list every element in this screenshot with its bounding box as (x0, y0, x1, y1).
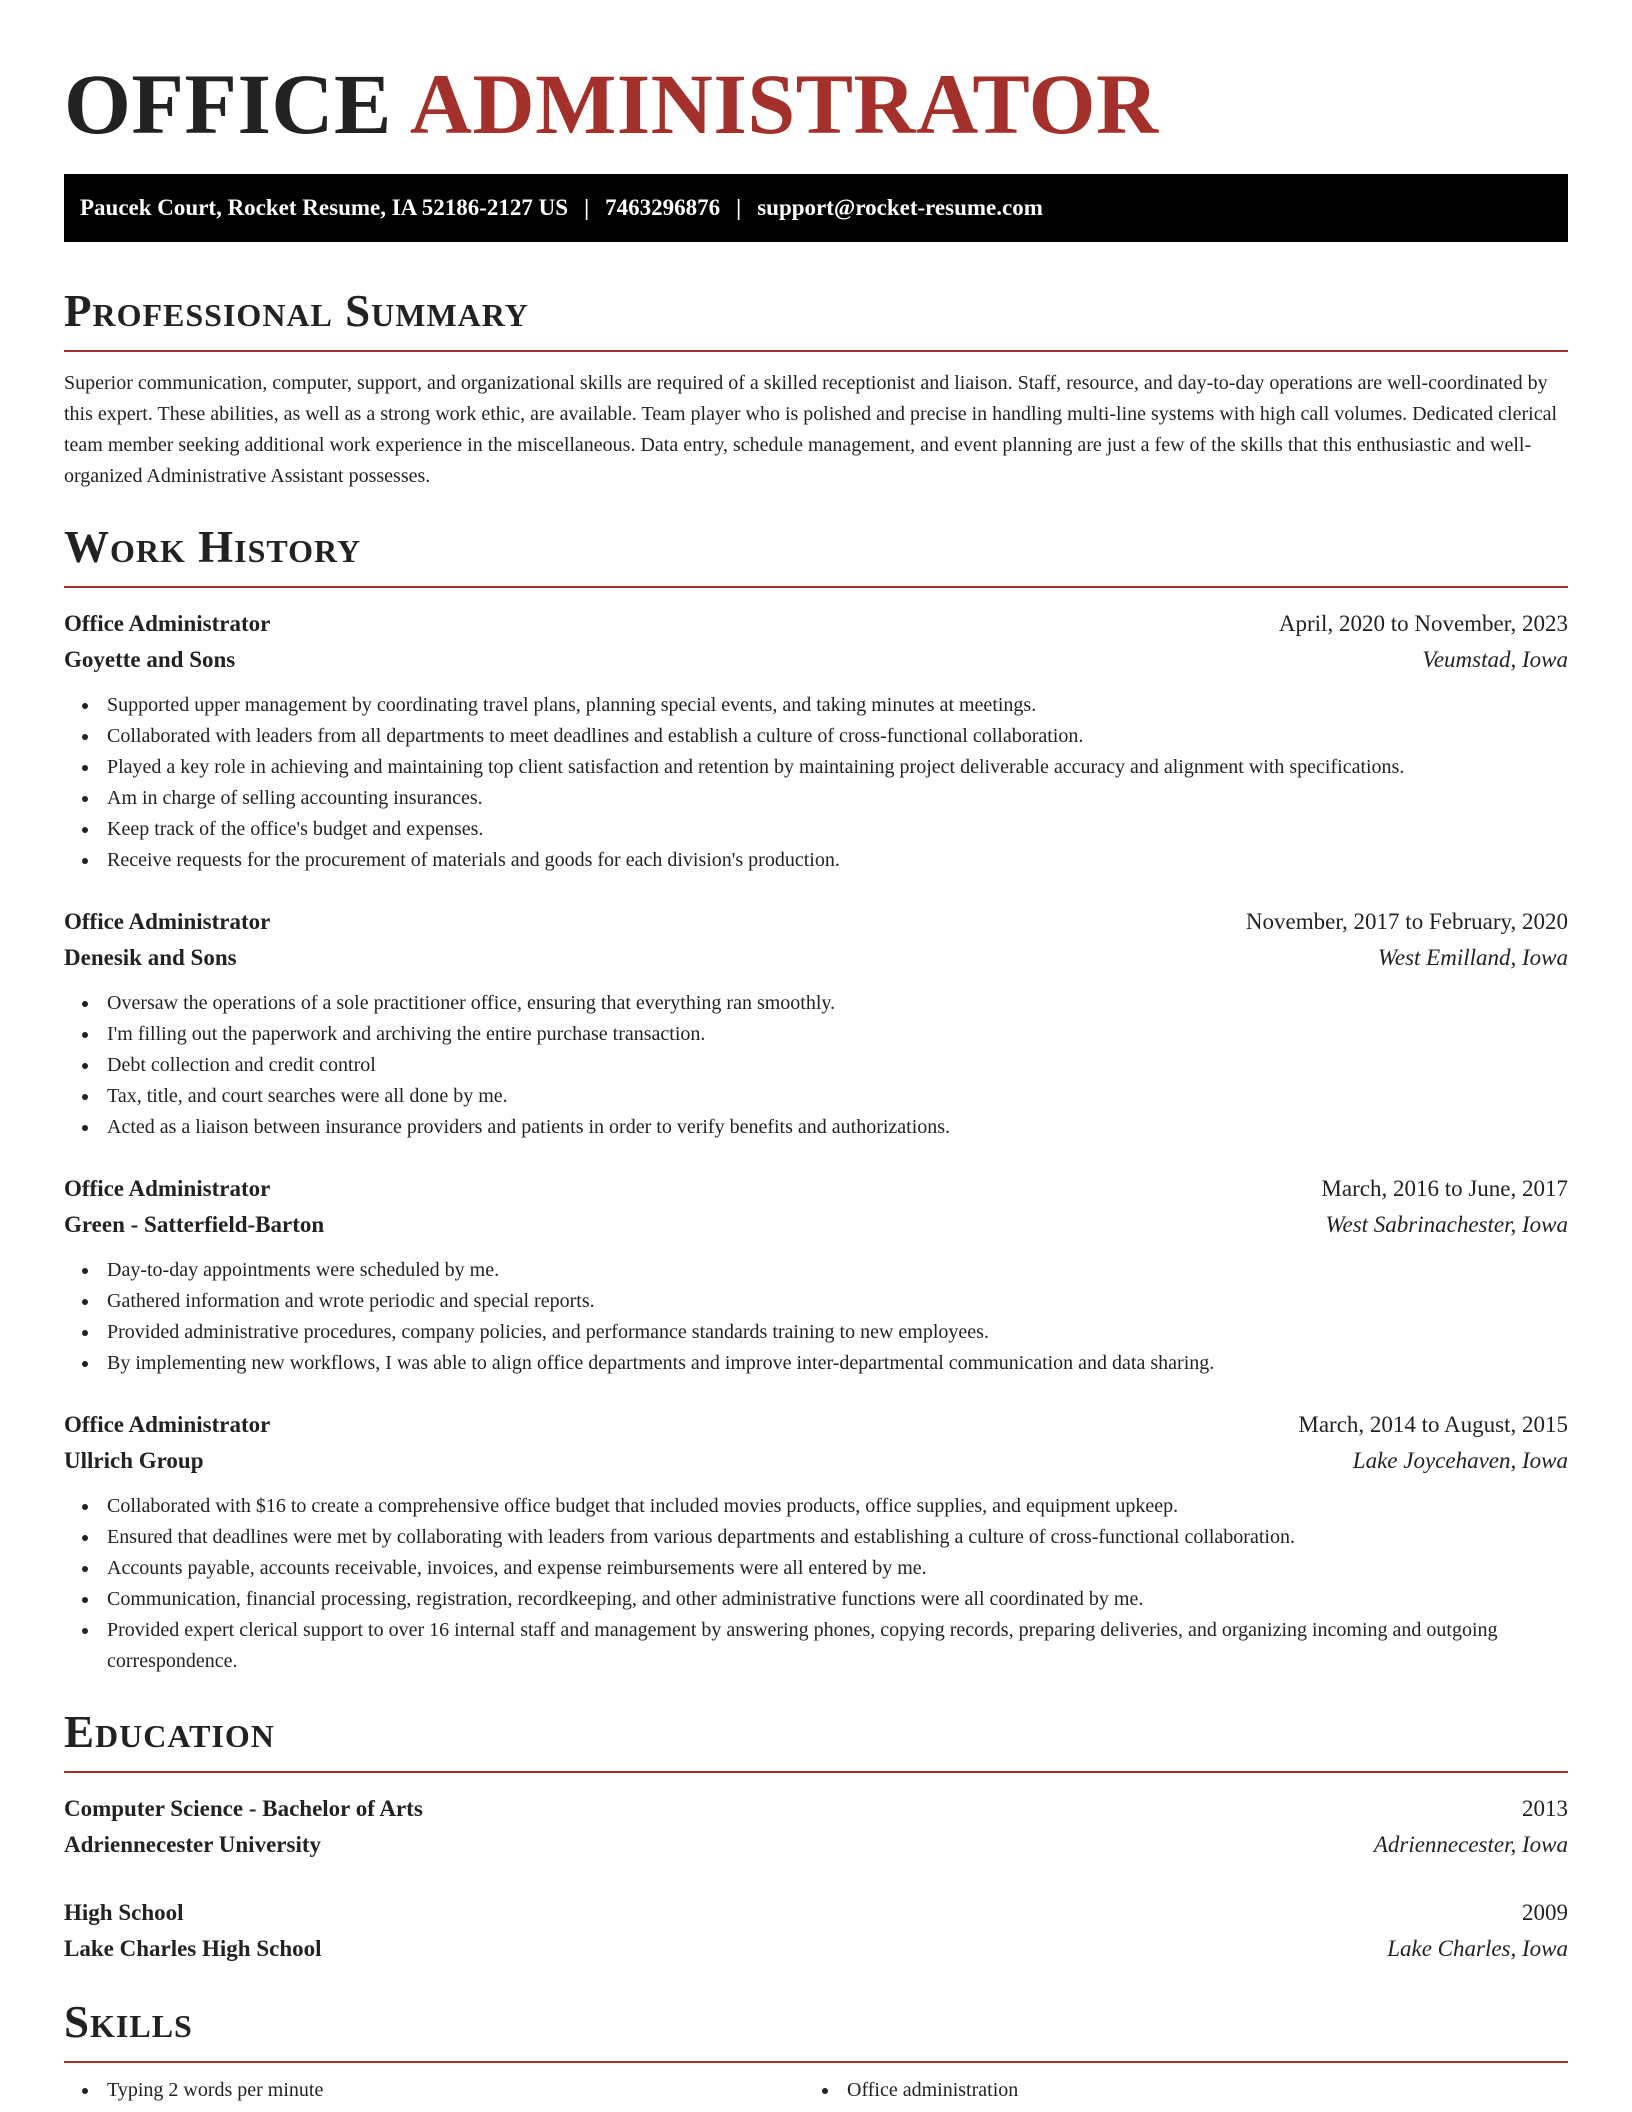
education-header (64, 1895, 1568, 1931)
list-item: Supported upper management by coordinating travel plans, planning special events, and taking minutes at meetings. (64, 690, 1568, 721)
list-item: Debt collection and credit control (64, 1050, 1568, 1081)
education-entry (64, 1895, 1568, 1967)
list-item: Collaborated with leaders from all departments to meet deadlines and establish a culture of cross-functional collaboration. (64, 721, 1568, 752)
summary-text: Superior communication, computer, support, and organizational skills are required of a skilled receptionist and liaison. Staff, resource, and day-to-day operations are well-coordinated by this expert. These abilities, as well as a strong work ethic, are available. Team player who is polished and precise in handling multi-line systems with high call volumes. Dedicated clerical team member seeking additional work experience in the miscellaneous. Data entry, schedule management, and event planning are just a few of the skills that this enthusiastic and well-organized Administrative Assistant possesses. (64, 372, 1557, 487)
section-divider (64, 2061, 1568, 2063)
list-item: Typing 2 words per minute (64, 2075, 804, 2106)
section-divider (64, 1771, 1568, 1773)
education-subheader (64, 1931, 1568, 1967)
job-title: Office Administrator (64, 909, 271, 934)
job-title: Office Administrator (64, 1412, 271, 1437)
list-item: Receive requests for the procurement of materials and goods for each division's production. (64, 845, 1568, 876)
work-section (64, 522, 1568, 1677)
job-dates: November, 2017 to February, 2020 (1245, 909, 1568, 934)
job-company: Denesik and Sons (64, 945, 237, 970)
education-location: Adriennecester, Iowa (1373, 1832, 1568, 1857)
section-heading: Professional Summary (64, 286, 529, 336)
list-item: Played a key role in achieving and maintaining top client satisfaction and retention by maintaining project deliverable accuracy and alignment with specifications. (64, 752, 1568, 783)
job-header (64, 606, 1568, 642)
section-divider (64, 350, 1568, 352)
education-subheader (64, 1827, 1568, 1863)
list-item: Gathered information and wrote periodic and special reports. (64, 1286, 1568, 1317)
job-title: Office Administrator (64, 1176, 271, 1201)
job-header (64, 1407, 1568, 1443)
contact-separator: | (736, 195, 742, 220)
contact-phone: 7463296876 (605, 195, 721, 220)
list-item: Ensured that deadlines were met by collaborating with leaders from various departments and establishing a culture of cross-functional collaboration. (64, 1522, 1568, 1553)
list-item: Acted as a liaison between insurance providers and patients in order to verify benefits and authorizations. (64, 1112, 1568, 1143)
skills-grid (64, 2075, 1568, 2106)
list-item: Office administration (804, 2075, 1544, 2106)
education-degree: Computer Science - Bachelor of Arts (64, 1796, 423, 1821)
job-entry (64, 606, 1568, 876)
list-item: Day-to-day appointments were scheduled by me. (64, 1255, 1568, 1286)
contact-separator: | (584, 195, 590, 220)
list-item: Provided expert clerical support to over 16 internal staff and management by answering phones, copying records, preparing deliveries, and organizing incoming and outgoing correspondence. (64, 1615, 1568, 1677)
job-header (64, 904, 1568, 940)
job-dates: April, 2020 to November, 2023 (1278, 611, 1568, 636)
job-entry (64, 904, 1568, 1143)
list-item: Am in charge of selling accounting insurances. (64, 783, 1568, 814)
contact-address: Paucek Court, Rocket Resume, IA 52186-2127 US (80, 195, 569, 220)
contact-bar (64, 174, 1568, 242)
education-year: 2013 (1522, 1796, 1568, 1821)
list-item: Communication, financial processing, registration, recordkeeping, and other administrative functions were all coordinated by me. (64, 1584, 1568, 1615)
list-item: Accounts payable, accounts receivable, invoices, and expense reimbursements were all entered by me. (64, 1553, 1568, 1584)
job-location: Veumstad, Iowa (1422, 647, 1568, 672)
education-location: Lake Charles, Iowa (1387, 1936, 1568, 1961)
education-header (64, 1791, 1568, 1827)
job-location: West Sabrinachester, Iowa (1325, 1212, 1568, 1237)
skills-section (64, 1997, 1568, 2106)
section-divider (64, 586, 1568, 588)
job-subheader (64, 1443, 1568, 1479)
job-subheader (64, 940, 1568, 976)
job-dates: March, 2014 to August, 2015 (1298, 1412, 1568, 1437)
list-item: By implementing new workflows, I was able to align office departments and improve inter-departmental communication and data sharing. (64, 1348, 1568, 1379)
job-company: Green - Satterfield-Barton (64, 1212, 325, 1237)
job-bullets (64, 988, 1568, 1143)
job-entry (64, 1407, 1568, 1677)
job-bullets (64, 690, 1568, 876)
section-heading: Skills (64, 1997, 193, 2047)
resume-name (64, 58, 1568, 150)
education-section (64, 1707, 1568, 1967)
list-item: Collaborated with $16 to create a comprehensive office budget that included movies products, office supplies, and equipment upkeep. (64, 1491, 1568, 1522)
name-first: OFFICE (64, 56, 392, 152)
job-bullets (64, 1491, 1568, 1677)
job-company: Ullrich Group (64, 1448, 204, 1473)
job-title: Office Administrator (64, 611, 271, 636)
education-school: Lake Charles High School (64, 1936, 322, 1961)
list-item: Oversaw the operations of a sole practitioner office, ensuring that everything ran smoothly. (64, 988, 1568, 1019)
education-school: Adriennecester University (64, 1832, 321, 1857)
education-entry (64, 1791, 1568, 1863)
list-item: Provided administrative procedures, company policies, and performance standards training to new employees. (64, 1317, 1568, 1348)
contact-email: support@rocket-resume.com (757, 195, 1043, 220)
job-dates: March, 2016 to June, 2017 (1321, 1176, 1568, 1201)
resume-page (64, 0, 1568, 2106)
list-item: I'm filling out the paperwork and archiving the entire purchase transaction. (64, 1019, 1568, 1050)
job-company: Goyette and Sons (64, 647, 236, 672)
section-heading: Education (64, 1707, 275, 1757)
job-location: West Emilland, Iowa (1377, 945, 1568, 970)
job-header (64, 1171, 1568, 1207)
skills-column-left (64, 2075, 804, 2106)
job-subheader (64, 1207, 1568, 1243)
name-last: ADMINISTRATOR (409, 56, 1159, 152)
section-heading: Work History (64, 522, 362, 572)
job-entry (64, 1171, 1568, 1379)
job-bullets (64, 1255, 1568, 1379)
job-subheader (64, 642, 1568, 678)
summary-section (64, 286, 1568, 492)
education-year: 2009 (1522, 1900, 1568, 1925)
list-item: Keep track of the office's budget and expenses. (64, 814, 1568, 845)
list-item: Tax, title, and court searches were all done by me. (64, 1081, 1568, 1112)
job-location: Lake Joycehaven, Iowa (1352, 1448, 1568, 1473)
education-degree: High School (64, 1900, 184, 1925)
skills-column-right (804, 2075, 1544, 2106)
